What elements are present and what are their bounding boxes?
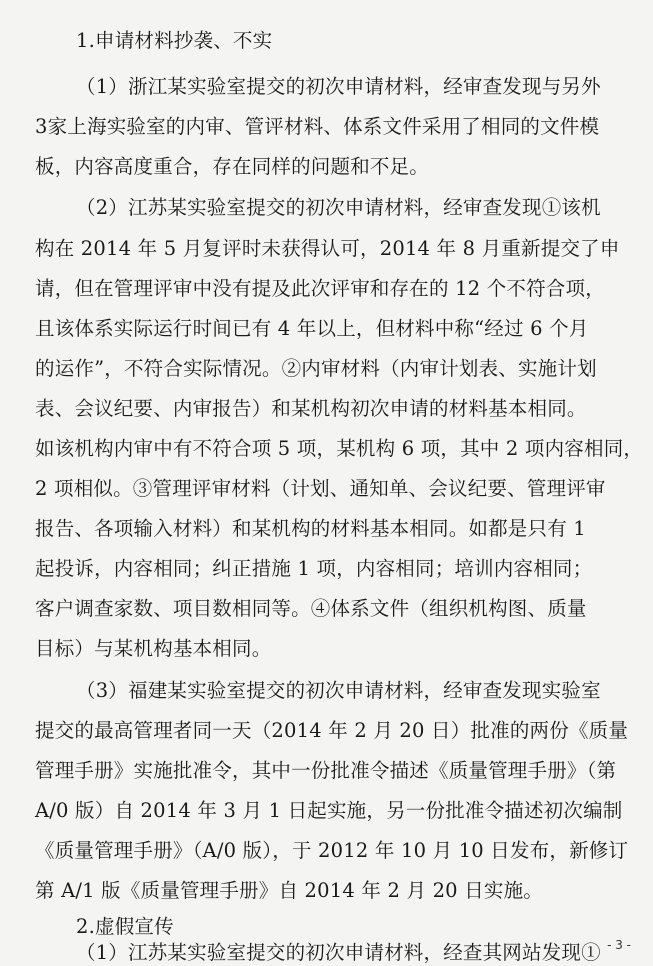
section-heading: 2.虚假宣传 [76, 915, 174, 938]
paragraph-line: 目标）与某机构基本相同。 [35, 637, 272, 660]
paragraph-line: 《质量管理手册》（A/0 版），于 2012 年 10 月 10 日发布，新修订 [35, 839, 629, 862]
paragraph-line: 的运作”，不符合实际情况。②内审材料（内审计划表、实施计划 [35, 357, 597, 380]
paragraph-line: 报告、各项输入材料）和某机构的材料基本相同。如都是只有 1 [35, 517, 586, 540]
paragraph-line: 构在 2014 年 5 月复评时未获得认可，2014 年 8 月重新提交了申 [35, 237, 620, 260]
paragraph-line: 请，但在管理评审中没有提及此次评审和存在的 12 个不符合项， [35, 277, 605, 300]
paragraph-line: 如该机构内审中有不符合项 5 项，某机构 6 项，其中 2 项内容相同， [35, 437, 644, 460]
paragraph-line: （3）福建某实验室提交的初次申请材料，经审查发现实验室 [76, 679, 601, 702]
paragraph-line: 且该体系实际运行时间已有 4 年以上，但材料中称“经过 6 个月 [35, 317, 589, 340]
paragraph-line: （1）浙江某实验室提交的初次申请材料，经审查发现与另外 [76, 75, 601, 98]
section-heading: 1.申请材料抄袭、不实 [76, 29, 273, 52]
paragraph-line: A/0 版）自 2014 年 3 月 1 日起实施，另一份批准令描述初次编制 [35, 799, 623, 822]
paragraph-line: 起投诉，内容相同；纠正措施 1 项，内容相同；培训内容相同； [35, 557, 593, 580]
paragraph-line: 板，内容高度重合，存在同样的问题和不足。 [35, 155, 430, 178]
paragraph-line: 表、会议纪要、内审报告）和某机构初次申请的材料基本相同。 [35, 397, 587, 420]
paragraph-line: （2）江苏某实验室提交的初次申请材料，经审查发现①该机 [76, 196, 601, 219]
paragraph-line: 3家上海实验室的内审、管评材料、体系文件采用了相同的文件模 [35, 115, 600, 138]
paragraph-line: 提交的最高管理者同一天（2014 年 2 月 20 日）批准的两份《质量 [35, 719, 629, 742]
paragraph-line: （1）江苏某实验室提交的初次申请材料，经查其网站发现① [76, 941, 601, 964]
paragraph-line: 2 项相似。③管理评审材料（计划、通知单、会议纪要、管理评审 [35, 477, 606, 500]
paragraph-line: 管理手册》实施批准令，其中一份批准令描述《质量管理手册》（第 [35, 759, 617, 782]
paragraph-line: 客户调查家数、项目数相同等。④体系文件（组织机构图、质量 [35, 597, 587, 620]
paragraph-line: 第 A/1 版《质量管理手册》自 2014 年 2 月 20 日实施。 [35, 879, 543, 902]
page-number: - 3 - [607, 938, 631, 952]
